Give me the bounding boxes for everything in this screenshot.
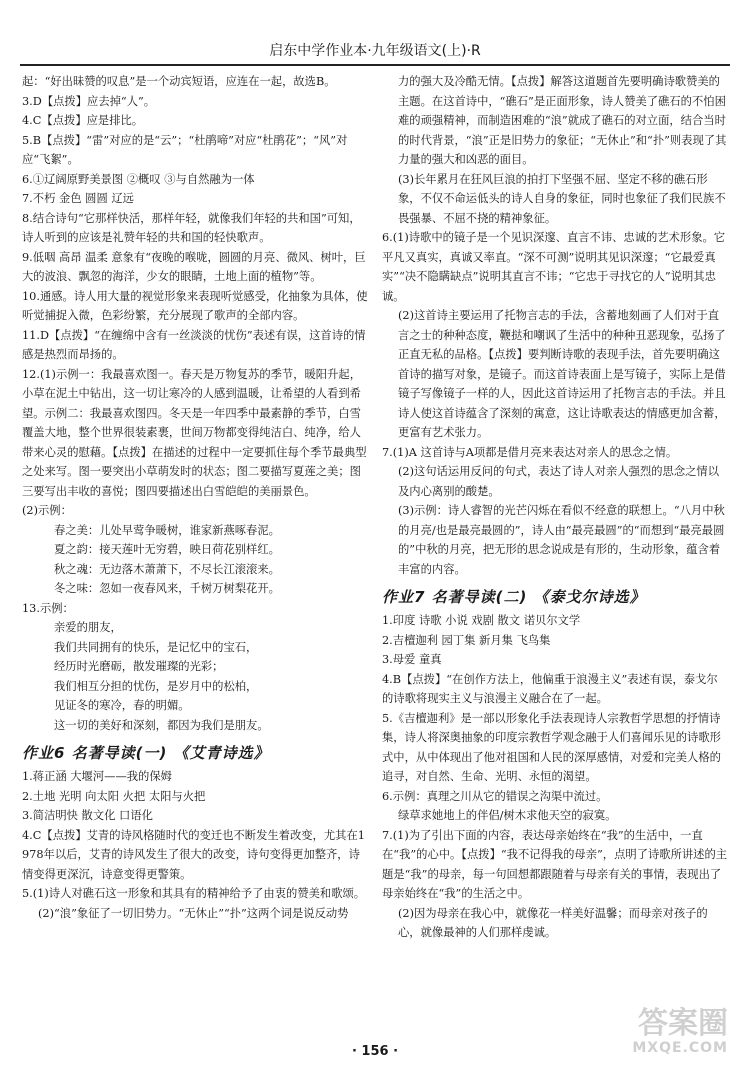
- answer-paragraph: (2)示例：: [22, 504, 72, 517]
- answer-paragraph: 1.蒋正涵 大堰河——我的保姆: [22, 770, 172, 783]
- answer-paragraph: 5.《吉檀迦利》是一部以形象化手法表现诗人宗教哲学思想的抒情诗集，诗人将深奥抽象的印度宗教哲学观念融于人们喜闻乐见的诗歌形式中，从中体现出了他对祖国和人民的深厚感情，对爱和完美人格的追寻，对自然、生命、光明、永恒的渴望。: [382, 711, 721, 783]
- answer-paragraph: (2)“浪”象征了一切旧势力。“无休止”“扑”这两个词是说反动势: [38, 906, 349, 920]
- answer-paragraph: 8.结合诗句“它那样快活，那样年轻，就像我们年轻的共和国”可知，诗人听到的应该是礼赞年轻的共和国的轻快歌声。: [22, 211, 361, 244]
- poem-line: 这一切的美好和深刻，都因为我们是朋友。: [54, 718, 269, 732]
- poem-line: 亲爱的朋友，: [54, 621, 122, 634]
- answer-paragraph: 7.不朽 金色 圆圆 辽远: [22, 192, 134, 205]
- answer-paragraph: (2)这首诗主要运用了托物言志的手法，含蓄地刻画了人们对于直言之士的种种态度，鞭挞和嘲讽了生活中的种种丑恶现象，弘扬了正直无私的品格。【点拨】要判断诗歌的表现手法，首先要明确这首诗的描写对象，是镜子。而这首诗表面上是写镜子，实际上是借镜子写像镜子一样的人，因此这首诗运用了托物言志的手法。并且诗人使这首诗蕴含了深刻的寓意，这让诗歌表达的情感更加含蓄，更富有艺术张力。: [398, 309, 726, 439]
- answer-paragraph: (3)长年累月在狂风巨浪的拍打下坚强不屈、坚定不移的礁石形象，不仅不命运低头的诗人自身的象征，同时也象征了我们民族不畏强暴、不屈不挠的精神象征。: [398, 172, 726, 225]
- poem-line: 我们共同拥有的快乐，是记忆中的宝石，: [54, 640, 258, 654]
- answer-paragraph: 10.通感。诗人用大量的视觉形象来表现听觉感受，化抽象为具体，使听觉捕捉入微，色彩纷繁，充分展现了歌声的全部内容。: [22, 289, 368, 322]
- answer-paragraph: 起：“好出昧赞的叹息”是一个动宾短语，应连在一起，故选B。: [22, 75, 336, 88]
- answer-paragraph: 11.D【点拨】“在缠绵中含有一丝淡淡的忧伤”表述有误，这首诗的情感是热烈而昂扬的。: [22, 328, 366, 361]
- answer-paragraph: 4.B【点拨】“在创作方法上，他偏重于浪漫主义”表述有误，泰戈尔的诗歌将现实主义与浪漫主义融合在了一起。: [382, 672, 718, 705]
- poem-line: 秋之魂：无边落木萧萧下，不尽长江滚滚来。: [54, 562, 280, 576]
- poem-line: 春之美：儿处早莺争暖树，谁家新燕啄春泥。: [54, 523, 280, 537]
- section-heading: 作业6 名著导读(一) 《艾青诗选》: [22, 744, 270, 762]
- poem-line: 夏之韵：接天莲叶无穷碧，映日荷花别样红。: [54, 543, 280, 556]
- answer-paragraph: 9.低咽 高昂 温柔 意象有“夜晚的喉咙，圆圆的月亮、微风、树叶，巨大的波浪、飘忽的海洋，少女的眼睛，土地上面的植物”等。: [22, 250, 366, 283]
- answer-paragraph: 3.简洁明快 散文化 口语化: [22, 809, 153, 822]
- answer-paragraph: (2)这句话运用反问的句式，表达了诗人对亲人强烈的思念之情以及内心离别的酸楚。: [398, 465, 720, 498]
- answer-paragraph: 6.①辽阔原野美景图 ②概叹 ③与自然融为一体: [22, 172, 255, 186]
- answer-paragraph: (2)因为母亲在我心中，就像花一样美好温馨；而母亲对孩子的心，就像最神的人们那样虔诚。: [398, 906, 708, 939]
- answer-paragraph: 7.(1)为了引出下面的内容，表达母亲始终在“我”的生活中，一直在“我”的心中。【点拨】“我不记得我的母亲”，点明了诗歌所讲述的主题是“我”的母亲，每一句回想都跟随着与母亲有关的事情，表现出了母亲始终在“我”的生活之中。: [382, 828, 728, 900]
- answer-paragraph: 13.示例：: [22, 601, 74, 615]
- poem-line: 冬之味：忽如一夜春风来，千树万树梨花开。: [54, 582, 280, 595]
- section-heading: 作业7 名著导读(二) 《泰戈尔诗选》: [382, 588, 646, 606]
- answer-paragraph: 5.B【点拨】“雷”对应的是“云”；“杜鹃啼”对应“杜鹃花”；“风”对应“飞絮”。: [22, 133, 348, 166]
- answer-paragraph: 力的强大及冷酷无情。【点拨】解答这道题首先要明确诗歌赞美的主题。在这首诗中，“礁石”是正面形象，诗人赞美了礁石的不怕困难的顽强精神，而制造困难的“浪”就成了礁石的对立面，结合当时的时代背景，“浪”正是旧势力的象征；“无休止”和“扑”则表现了其力量的强大和凶恶的面目。: [398, 75, 727, 166]
- answer-paragraph: 5.(1)诗人对礁石这一形象和其具有的精神给予了由衷的赞美和歌颂。: [22, 887, 366, 900]
- watermark: [578, 1008, 728, 1060]
- answer-paragraph: 绿草求她地上的伴侣/树木求他天空的寂寞。: [398, 809, 617, 822]
- poem-line: 我们相互分担的忧伤，是岁月中的松柏，: [54, 679, 258, 693]
- answer-paragraph: 4.C【点拨】应是排比。: [22, 114, 144, 127]
- answer-paragraph: (3)示例：诗人睿智的光芒闪烁在看似不经意的联想上。“八月中秋的月亮/也是最亮最圆的”，诗人由“最亮最圆”的“而想到“最亮最圆的”中秋的月亮，把无形的思念说成是有形的，生动形象，蕴含着丰富的内容。: [398, 504, 725, 576]
- header-title: 启东中学作业本·九年级语文(上)·R: [269, 43, 481, 59]
- answer-paragraph: 12.(1)示例一：我最喜欢图一。春天是万物复苏的季节，暖阳升起，小草在泥土中钻出，这一切让寒冷的人感到温暖，让希望的人看到希望。示例二：我最喜欢图四。冬天是一年四季中最素静的季节，白雪覆盖大地，整个世界很装素裹，世间万物都变得纯洁白、纯净，给人带来心灵的慰藉。【点拨】在描述的过程中一定要抓住每个季节最典型之处来写。图一要突出小草萌发时的状态；图二要描写夏莲之美；图三要写出丰收的喜悦；图四要描述出白雪皑皑的美丽景色。: [22, 367, 367, 498]
- watermark-url: MXQE.COM: [632, 1040, 728, 1056]
- answer-paragraph: 2.土地 光明 向太阳 火把 太阳与火把: [22, 789, 206, 803]
- answer-paragraph: 1.印度 诗歌 小说 戏剧 散文 诺贝尔文学: [382, 614, 581, 627]
- answer-paragraph: 7.(1)A 这首诗与A项都是借月亮来表达对亲人的思念之情。: [382, 445, 678, 459]
- page-number: · 156 ·: [351, 1044, 399, 1059]
- answer-paragraph: 6.示例：真理之川从它的错误之沟渠中流过。: [382, 789, 608, 803]
- answer-paragraph: 2.吉檀迦利 园丁集 新月集 飞鸟集: [382, 633, 551, 647]
- left-column: [22, 72, 368, 923]
- answer-paragraph: 4.C【点拨】艾青的诗风格随时代的变迁也不断发生着改变，尤其在1978年以后，艾青的诗风发生了很大的改变，诗句变得更加整齐，诗情变得更深沉，诗意变得更警策。: [22, 828, 365, 881]
- answer-paragraph: 3.D【点拨】应去掉“人”。: [22, 94, 156, 108]
- right-column: [382, 72, 728, 943]
- poem-line: 经历时光磨砺，散发璀璨的光彩；: [54, 660, 224, 673]
- poem-line: 见证冬的寒冷，春的明媚。: [54, 699, 190, 712]
- answer-paragraph: 6.(1)诗歌中的镜子是一个见识深邃、直言不讳、忠诚的艺术形象。它平凡又真实，真诚又率直。“深不可测”说明其见识深邃；“它最爱真实”“决不隐瞒缺点”说明其直言不讳；“它忠于寻找它的人”说明其忠诚。: [382, 231, 726, 303]
- page-header: [20, 40, 730, 66]
- answer-paragraph: 3.母爱 童真: [382, 653, 442, 666]
- watermark-logo: 答案圈: [638, 1006, 728, 1041]
